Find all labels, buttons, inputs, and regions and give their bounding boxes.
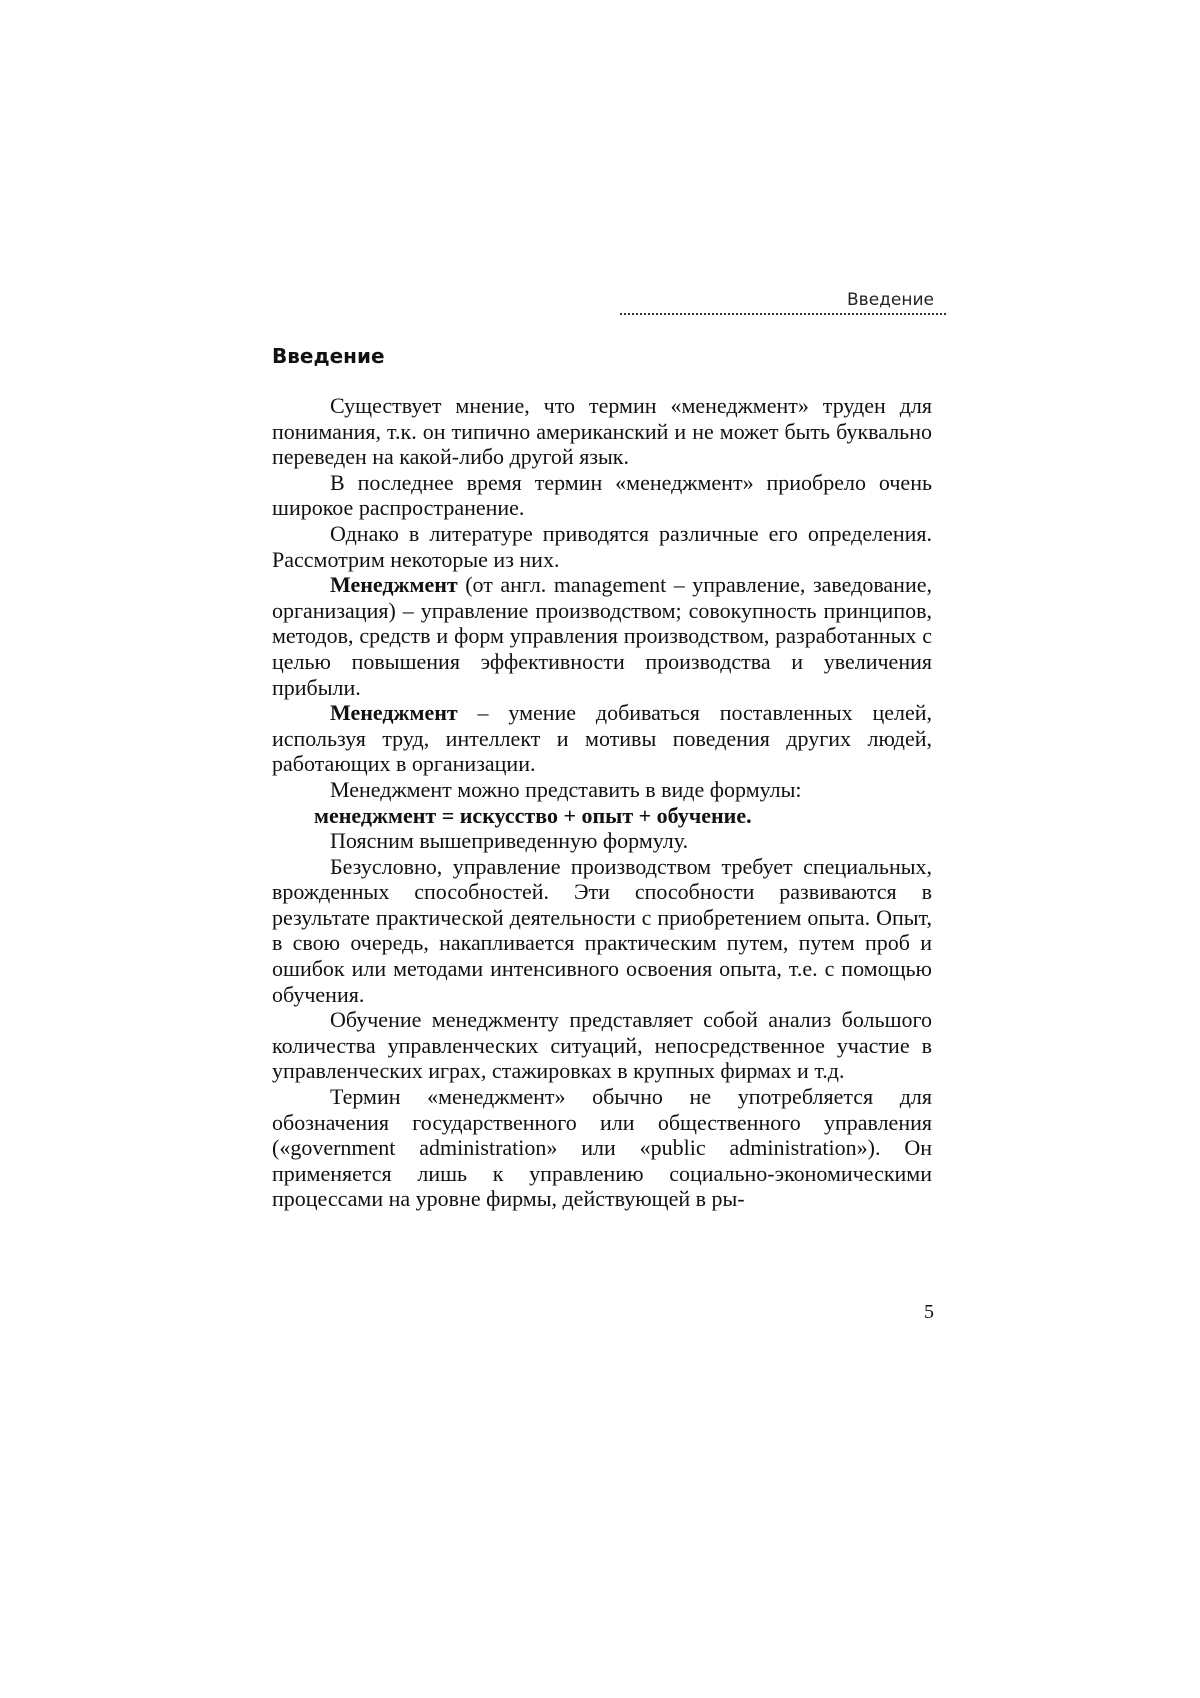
paragraph: Безусловно, управление производством требует специальных, врожденных способностей. Эти способности развиваются в результате практической деятельности с приобретением опыта. Опыт, в свою очередь, накапливается практическим путем, путем проб и ошибок или методами интенсивного освоения опыта, т.е. с помощью обучения. [272, 853, 932, 1007]
paragraph: Поясним вышеприведенную формулу. [330, 828, 689, 854]
body-text [272, 393, 932, 1212]
definition-term: Менеджмент [330, 572, 458, 598]
section-heading: Введение [272, 344, 385, 368]
definition-paragraph [272, 572, 932, 700]
formula-intro: Менеджмент можно представить в виде формулы: [330, 776, 802, 802]
definition-paragraph [272, 700, 932, 777]
paragraph: Однако в литературе приводятся различные его определения. Рассмотрим некоторые из них. [272, 520, 932, 572]
paragraph: Термин «менеджмент» обычно не употребляется для обозначения государственного или общественного управления («government administration» или «public administration»). Он применяется лишь к управлению социально-экономическими процессами на уровне фирмы, действующей в ры- [272, 1084, 932, 1212]
definition-text: (от англ. management – управление, заведование, организация) – управление производством; совокупность принципов, методов, средств и форм управления производством, разработанных с целью повышения эффективности производства и увеличения прибыли. [272, 572, 932, 700]
page-number: 5 [924, 1301, 934, 1323]
paragraph: В последнее время термин «менеджмент» приобрело очень широкое распространение. [272, 469, 932, 521]
definition-text: – умение добиваться поставленных целей, используя труд, интеллект и мотивы поведения других людей, работающих в организации. [272, 700, 932, 777]
definition-term: Менеджмент [330, 700, 458, 726]
formula: менеджмент = искусство + опыт + обучение. [314, 802, 752, 828]
paragraph: Существует мнение, что термин «менеджмент» труден для понимания, т.к. он типично американский и не может быть буквально переведен на какой-либо другой язык. [272, 393, 932, 470]
paragraph: Обучение менеджменту представляет собой анализ большого количества управленческих ситуаций, непосредственное участие в управленческих играх, стажировках в крупных фирмах и т.д. [272, 1007, 932, 1084]
running-header: Введение [620, 289, 946, 315]
